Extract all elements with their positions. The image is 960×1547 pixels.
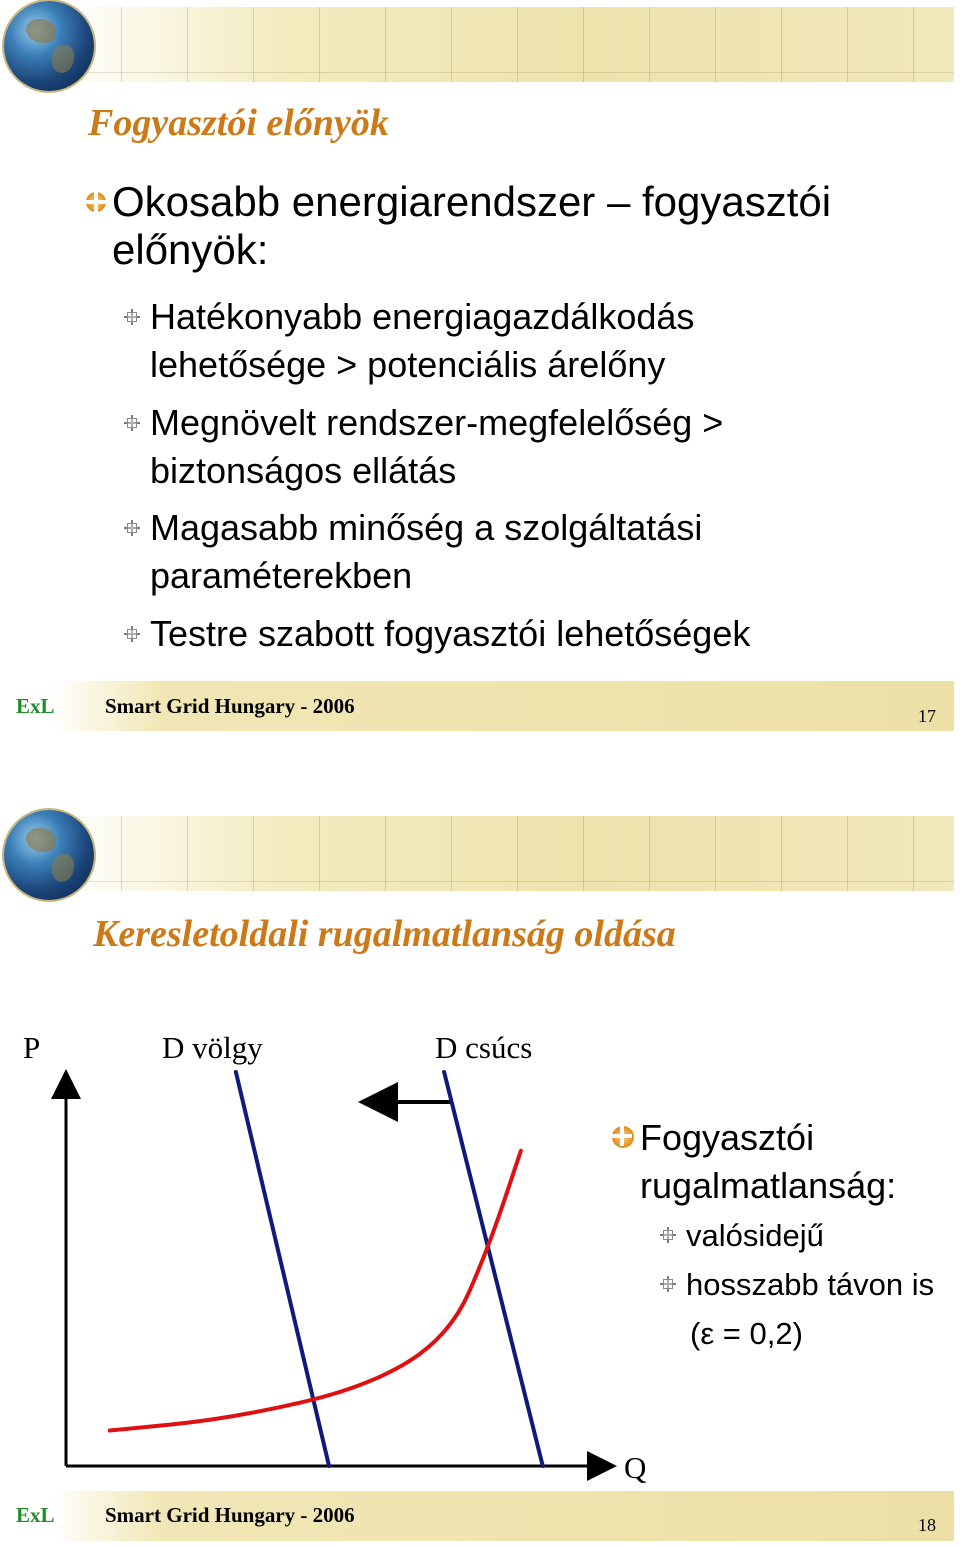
chart-sub-bullet-1 <box>660 1212 824 1260</box>
sub-bullet-text: valósidejű <box>686 1218 824 1253</box>
sub-bullet-icon <box>124 415 140 431</box>
sub-bullet-text: hosszabb távon is <box>686 1267 935 1302</box>
sub-bullet-text: biztonságos ellátás <box>150 450 457 491</box>
chart-bullet-line-2: rugalmatlanság: <box>640 1165 897 1206</box>
slide-title: Fogyasztói előnyök <box>88 102 389 144</box>
chart-bullet-line-1: Fogyasztói <box>640 1117 815 1158</box>
slide-footer <box>0 1491 960 1541</box>
page-number: 17 <box>918 706 936 726</box>
sub-bullet-2 <box>124 399 723 495</box>
main-bullet-line-2: előnyök: <box>112 226 269 273</box>
globe-icon <box>4 1 94 91</box>
sub-bullet-text: Megnövelt rendszer-megfelelőség > <box>150 402 724 443</box>
bullet-icon <box>86 192 106 212</box>
series-label-d-csucs: D csúcs <box>435 1030 533 1065</box>
sub-bullet-text: Testre szabott fogyasztói lehetőségek <box>150 613 751 654</box>
slide-18 <box>0 808 960 1547</box>
sub-bullet-text: lehetősége > potenciális árelőny <box>150 344 666 385</box>
slide-17 <box>0 0 960 760</box>
chart-sub-bullet-2 <box>660 1261 934 1309</box>
exl-logo: ExL <box>16 694 55 718</box>
bullet-icon <box>612 1126 634 1148</box>
series-line-supply <box>110 1151 521 1431</box>
chart-bullet <box>612 1114 896 1210</box>
footer-text: Smart Grid Hungary - 2006 <box>105 1503 355 1527</box>
x-axis-label: Q <box>624 1450 647 1485</box>
sub-bullet-icon <box>660 1227 676 1243</box>
page-number: 18 <box>918 1515 936 1535</box>
series-label-d-volgy: D völgy <box>162 1030 263 1065</box>
sub-bullet-text: Magasabb minőség a szolgáltatási <box>150 507 703 548</box>
sub-bullet-1 <box>124 293 694 389</box>
sub-bullet-text: paraméterekben <box>150 555 413 596</box>
slide-footer <box>0 681 960 731</box>
elasticity-note: (ε = 0,2) <box>690 1316 803 1351</box>
sub-bullet-icon <box>124 520 140 536</box>
sub-bullet-4 <box>124 610 750 658</box>
sub-bullet-icon <box>660 1276 676 1292</box>
header-banner <box>55 7 954 82</box>
main-bullet <box>86 178 831 274</box>
footer-text: Smart Grid Hungary - 2006 <box>105 694 355 718</box>
sub-bullet-icon <box>124 309 140 325</box>
y-axis-label: P <box>23 1030 41 1065</box>
exl-logo: ExL <box>16 1503 55 1527</box>
slide-title: Keresletoldali rugalmatlanság oldása <box>93 913 676 955</box>
sub-bullet-icon <box>124 626 140 642</box>
series-line-d-cs-cs <box>444 1072 543 1466</box>
sub-bullet-3 <box>124 504 702 600</box>
main-bullet-line-1: Okosabb energiarendszer – fogyasztói <box>112 178 832 225</box>
sub-bullet-text: Hatékonyabb energiagazdálkodás <box>150 296 695 337</box>
